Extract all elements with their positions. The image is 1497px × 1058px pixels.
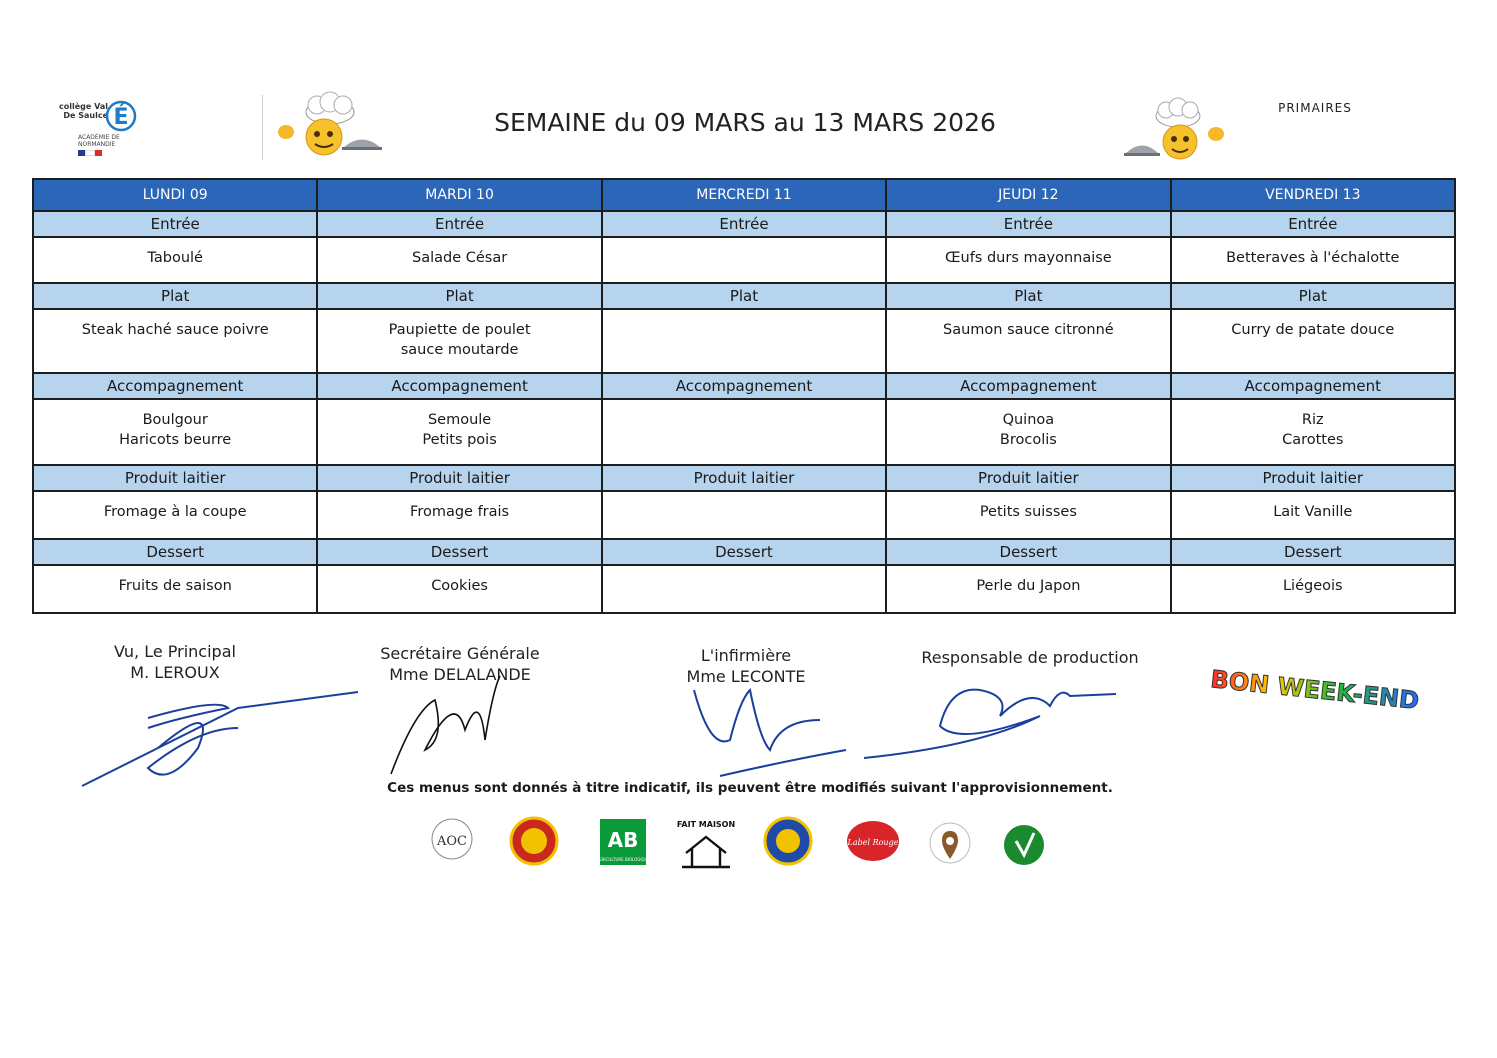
svg-text:AB: AB [607,828,639,852]
day-header: LUNDI 09 [33,179,317,211]
category-label: Produit laitier [317,465,601,491]
category-label: Entrée [886,211,1170,237]
dish-line: Petits pois [422,432,497,448]
dish-cell: Liégeois [1171,565,1455,613]
french-flag-icon [78,150,102,156]
dish-cell: Steak haché sauce poivre [33,309,317,373]
category-label: Entrée [33,211,317,237]
handwritten-signature [385,670,515,778]
dish-line: Brocolis [999,432,1057,448]
dish-cell: Fromage à la coupe [33,491,317,539]
dish-cell [317,399,601,465]
signature-block-principal [90,641,260,683]
igp-logo-icon [762,815,814,865]
day-header: MARDI 10 [317,179,601,211]
category-label: Plat [886,283,1170,309]
svg-text:AGRICULTURE BIOLOGIQUE: AGRICULTURE BIOLOGIQUE [595,857,651,862]
chef-emoji-icon [1122,98,1232,168]
category-label: Accompagnement [886,373,1170,399]
category-row-plat [33,283,1455,309]
dish-line: Haricots beurre [119,432,232,448]
level-label: PRIMAIRES [1278,101,1352,115]
dish-cell [602,399,886,465]
dish-line: Quinoa [1002,412,1055,428]
dish-line: Paupiette de poulet [388,322,531,338]
category-label: Dessert [33,539,317,565]
day-header: JEUDI 12 [886,179,1170,211]
fait-maison-icon [676,815,736,871]
day-header: VENDREDI 13 [1171,179,1455,211]
header-divider [262,95,263,160]
dish-cell [886,399,1170,465]
entree-row [33,237,1455,283]
category-label: Entrée [317,211,601,237]
dish-cell [317,309,601,373]
produit-local-icon [926,815,974,869]
svg-text:É: É [113,105,129,130]
category-label: Entrée [1171,211,1455,237]
dish-line: Boulgour [142,412,208,428]
accompagnement-row [33,399,1455,465]
day-header: MERCREDI 11 [602,179,886,211]
dish-cell: Perle du Japon [886,565,1170,613]
dish-line: Riz [1301,412,1324,428]
category-row-entree [33,211,1455,237]
dish-cell: Salade César [317,237,601,283]
svg-text:Label Rouge: Label Rouge [847,838,899,847]
category-label: Dessert [1171,539,1455,565]
category-label: Produit laitier [886,465,1170,491]
dish-cell: Fromage frais [317,491,601,539]
education-e-icon [106,96,136,134]
dish-cell [602,237,886,283]
svg-text:FAIT MAISON: FAIT MAISON [676,820,736,829]
category-label: Produit laitier [602,465,886,491]
dish-cell: Taboulé [33,237,317,283]
category-row-accompagnement [33,373,1455,399]
plat-row [33,309,1455,373]
category-row-produit-laitier [33,465,1455,491]
quality-labels [420,815,1060,875]
handwritten-signature [860,676,1120,764]
handwritten-signature [690,680,850,780]
dish-cell [602,309,886,373]
dessert-row [33,565,1455,613]
category-label: Dessert [886,539,1170,565]
category-label: Dessert [602,539,886,565]
college-logo [48,92,138,164]
dish-cell: Cookies [317,565,601,613]
dish-cell: Œufs durs mayonnaise [886,237,1170,283]
handwritten-signature [78,688,363,792]
signature-role: L'infirmière [700,646,792,665]
svg-text:AOC: AOC [437,834,467,849]
category-label: Produit laitier [1171,465,1455,491]
aoc-logo-icon [428,815,476,865]
category-label: Entrée [602,211,886,237]
ab-organic-logo-icon [595,817,651,869]
category-label: Produit laitier [33,465,317,491]
category-label: Plat [1171,283,1455,309]
dish-cell: Fruits de saison [33,565,317,613]
category-label: Accompagnement [33,373,317,399]
signature-role: Vu, Le Principal [114,642,236,661]
signature-block-production [900,647,1160,668]
page-title: SEMAINE du 09 MARS au 13 MARS 2026 [494,108,996,137]
signature-name: Mme DELALANDE [389,665,531,684]
dish-cell [1171,399,1455,465]
dish-cell: Betteraves à l'échalotte [1171,237,1455,283]
category-label: Accompagnement [317,373,601,399]
aop-logo-icon [508,815,560,865]
signature-name: Mme LECONTE [686,667,806,686]
signature-name: M. LEROUX [130,663,220,682]
disclaimer-text: Ces menus sont donnés à titre indicatif, ils peuvent être modifiés suivant l'approvisionnement. [387,780,1113,796]
produit-laitier-row [33,491,1455,539]
category-label: Dessert [317,539,601,565]
bon-weekend-text: BON WEEK-END [1209,665,1421,715]
dish-cell [33,399,317,465]
dish-cell: Petits suisses [886,491,1170,539]
category-label: Plat [317,283,601,309]
chef-emoji-icon [272,92,387,162]
logo-subtitle: ACADÉMIE DE NORMANDIE [78,134,120,148]
dish-line: Carottes [1282,432,1344,448]
dish-cell [602,565,886,613]
category-label: Accompagnement [1171,373,1455,399]
dish-cell [602,491,886,539]
dish-cell: Lait Vanille [1171,491,1455,539]
label-rouge-icon [844,815,902,865]
logo-text: collège Val De Saulce [59,102,108,120]
category-label: Accompagnement [602,373,886,399]
signature-role: Responsable de production [921,648,1139,667]
menu-table [32,178,1456,614]
category-row-dessert [33,539,1455,565]
dish-cell: Saumon sauce citronné [886,309,1170,373]
category-label: Plat [33,283,317,309]
bon-weekend-graphic [1209,665,1421,754]
category-label: Plat [602,283,886,309]
dish-cell: Curry de patate douce [1171,309,1455,373]
dish-line: Semoule [427,412,492,428]
days-header-row [33,179,1455,211]
dish-line: sauce moutarde [400,342,519,358]
vegetarien-icon [1000,815,1048,869]
signature-role: Secrétaire Générale [380,644,540,663]
